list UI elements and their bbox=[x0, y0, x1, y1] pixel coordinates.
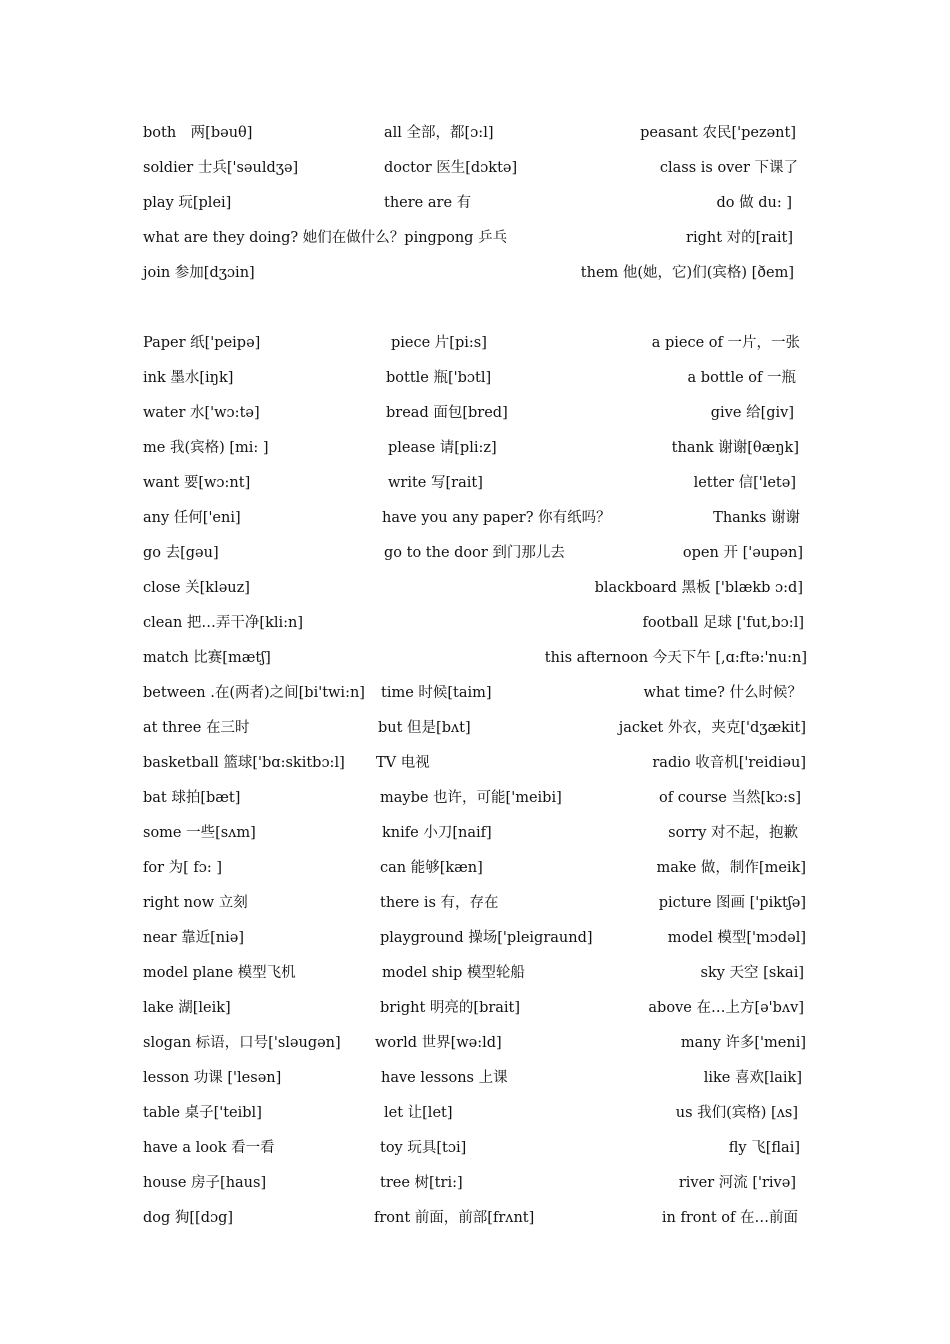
vocab-row bbox=[0, 927, 950, 949]
word-entry: go to the door 到门那儿去 bbox=[384, 545, 565, 561]
vocab-row bbox=[0, 787, 950, 809]
word-entry: peasant 农民['pezənt] bbox=[640, 125, 796, 141]
word-entry: bat 球拍[bæt] bbox=[143, 790, 241, 806]
vocab-row bbox=[0, 682, 950, 704]
word-entry: close 关[kləuz] bbox=[143, 580, 250, 596]
vocab-row bbox=[0, 1032, 950, 1054]
word-entry: football 足球 ['fut,bɔ:l] bbox=[642, 615, 804, 631]
word-entry: go 去[gəu] bbox=[143, 545, 219, 561]
word-entry: play 玩[plei] bbox=[143, 195, 232, 211]
word-entry: house 房子[haus] bbox=[143, 1175, 267, 1191]
vocab-row bbox=[0, 997, 950, 1019]
word-entry: toy 玩具[tɔi] bbox=[380, 1140, 467, 1156]
word-entry: piece 片[pi:s] bbox=[391, 335, 487, 351]
word-entry: have you any paper? 你有纸吗？ bbox=[382, 510, 611, 526]
vocab-row bbox=[0, 577, 950, 599]
vocab-row bbox=[0, 192, 950, 214]
word-entry: ink 墨水[iŋk] bbox=[143, 370, 234, 386]
word-entry: fly 飞[flai] bbox=[728, 1140, 800, 1156]
vocab-row bbox=[0, 892, 950, 914]
word-entry: them 他(她，它)们(宾格) [ðem] bbox=[580, 265, 794, 281]
vocab-row bbox=[0, 472, 950, 494]
vocab-row bbox=[0, 857, 950, 879]
word-entry: any 任何['eni] bbox=[143, 510, 241, 526]
word-entry: bright 明亮的[brait] bbox=[380, 1000, 521, 1016]
vocab-row bbox=[0, 962, 950, 984]
word-entry: doctor 医生[dɔktə] bbox=[384, 160, 518, 176]
word-entry: give 给[giv] bbox=[710, 405, 794, 421]
word-entry: dog 狗[[dɔg] bbox=[143, 1210, 234, 1226]
word-entry: but 但是[bʌt] bbox=[378, 720, 471, 736]
word-entry: us 我们(宾格) [ʌs] bbox=[675, 1105, 798, 1121]
word-entry: time 时候[taim] bbox=[381, 685, 492, 701]
word-entry: blackboard 黑板 ['blækb ɔ:d] bbox=[594, 580, 803, 596]
vocab-row bbox=[0, 1067, 950, 1089]
word-entry: basketball 篮球['bɑ:skitbɔ:l] bbox=[143, 755, 345, 771]
word-entry: what time? 什么时候？ bbox=[643, 685, 802, 701]
word-entry: there are 有 bbox=[384, 195, 472, 211]
vocab-row bbox=[0, 612, 950, 634]
vocab-row bbox=[0, 542, 950, 564]
word-entry: jacket 外衣，夹克['dʒækit] bbox=[618, 720, 806, 736]
word-entry: join 参加[dʒɔin] bbox=[143, 265, 255, 281]
vocab-row bbox=[0, 507, 950, 529]
vocab-row bbox=[0, 122, 950, 144]
word-entry: make 做，制作[meik] bbox=[656, 860, 806, 876]
word-entry: both 两[bəuθ] bbox=[143, 125, 253, 141]
word-entry: picture 图画 ['piktʃə] bbox=[658, 895, 806, 911]
word-entry: playground 操场['pleigraund] bbox=[380, 930, 593, 946]
word-entry: for 为[ fɔ: ] bbox=[143, 860, 223, 876]
word-entry: right now 立刻 bbox=[143, 895, 248, 911]
word-entry: slogan 标语，口号['sləugən] bbox=[143, 1035, 341, 1051]
word-entry: right 对的[rait] bbox=[686, 230, 793, 246]
word-entry: bottle 瓶['bɔtl] bbox=[386, 370, 492, 386]
word-entry: radio 收音机['reidiəu] bbox=[652, 755, 806, 771]
word-entry: clean 把…弄干净[kli:n] bbox=[143, 615, 304, 631]
word-entry: lake 湖[leik] bbox=[143, 1000, 231, 1016]
word-entry: many 许多['meni] bbox=[680, 1035, 806, 1051]
vocab-row bbox=[0, 367, 950, 389]
word-entry: like 喜欢[laik] bbox=[703, 1070, 802, 1086]
word-entry: river 河流 ['rivə] bbox=[678, 1175, 796, 1191]
vocab-row bbox=[0, 227, 950, 249]
vocab-row bbox=[0, 1102, 950, 1124]
word-entry: tree 树[tri:] bbox=[380, 1175, 463, 1191]
word-entry: world 世界[wə:ld] bbox=[375, 1035, 502, 1051]
word-entry: a bottle of 一瓶 bbox=[687, 370, 796, 386]
word-entry: open 开 ['əupən] bbox=[682, 545, 803, 561]
vocab-row bbox=[0, 157, 950, 179]
word-entry: letter 信['letə] bbox=[693, 475, 796, 491]
word-entry: in front of 在…前面 bbox=[661, 1210, 798, 1226]
word-entry: model 模型['mɔdəl] bbox=[667, 930, 806, 946]
word-entry: write 写[rait] bbox=[388, 475, 483, 491]
word-entry: please 请[pli:z] bbox=[388, 440, 497, 456]
vocab-row bbox=[0, 752, 950, 774]
word-entry: there is 有，存在 bbox=[380, 895, 499, 911]
word-entry: of course 当然[kɔ:s] bbox=[658, 790, 801, 806]
word-entry: model ship 模型轮船 bbox=[382, 965, 525, 981]
word-entry: thank 谢谢[θæŋk] bbox=[671, 440, 799, 456]
word-entry: near 靠近[niə] bbox=[143, 930, 244, 946]
word-entry: a piece of 一片，一张 bbox=[651, 335, 800, 351]
word-entry: have a look 看一看 bbox=[143, 1140, 275, 1156]
vocab-row bbox=[0, 717, 950, 739]
word-entry: sorry 对不起，抱歉 bbox=[668, 825, 798, 841]
word-entry: maybe 也许，可能['meibi] bbox=[380, 790, 562, 806]
vocab-row bbox=[0, 437, 950, 459]
word-entry: do 做 du: ] bbox=[716, 195, 792, 211]
vocab-row bbox=[0, 1172, 950, 1194]
word-entry: table 桌子['teibl] bbox=[143, 1105, 262, 1121]
vocab-row bbox=[0, 1137, 950, 1159]
word-entry: let 让[let] bbox=[384, 1105, 453, 1121]
word-entry: what are they doing? 她们在做什么？pingpong 乒乓 bbox=[143, 230, 508, 246]
word-entry: TV 电视 bbox=[376, 755, 430, 771]
word-entry: have lessons 上课 bbox=[381, 1070, 508, 1086]
word-entry: sky 天空 [skai] bbox=[700, 965, 804, 981]
word-entry: want 要[wɔ:nt] bbox=[143, 475, 251, 491]
vocab-row bbox=[0, 402, 950, 424]
word-entry: bread 面包[bred] bbox=[386, 405, 508, 421]
vocab-row bbox=[0, 332, 950, 354]
vocab-row bbox=[0, 262, 950, 284]
word-entry: soldier 士兵['səuldʒə] bbox=[143, 160, 299, 176]
word-entry: at three 在三时 bbox=[143, 720, 250, 736]
word-entry: lesson 功课 ['lesən] bbox=[143, 1070, 282, 1086]
word-entry: some 一些[sʌm] bbox=[143, 825, 256, 841]
word-entry: model plane 模型飞机 bbox=[143, 965, 296, 981]
word-entry: water 水['wɔ:tə] bbox=[143, 405, 260, 421]
word-entry: this afternoon 今天下午 [,ɑ:ftə:'nu:n] bbox=[544, 650, 807, 666]
word-entry: Thanks 谢谢 bbox=[713, 510, 800, 526]
word-entry: between .在(两者)之间[bi'twi:n] bbox=[143, 685, 365, 701]
word-entry: above 在…上方[ə'bʌv] bbox=[648, 1000, 804, 1016]
word-entry: can 能够[kæn] bbox=[380, 860, 483, 876]
word-entry: class is over 下课了 bbox=[659, 160, 798, 176]
word-entry: knife 小刀[naif] bbox=[382, 825, 492, 841]
vocab-row bbox=[0, 822, 950, 844]
word-entry: front 前面，前部[frʌnt] bbox=[374, 1210, 535, 1226]
word-entry: match 比赛[mætʃ] bbox=[143, 650, 271, 666]
vocab-row bbox=[0, 647, 950, 669]
word-entry: all 全部，都[ɔ:l] bbox=[384, 125, 494, 141]
word-entry: me 我(宾格) [mi: ] bbox=[143, 440, 269, 456]
vocab-row bbox=[0, 1207, 950, 1229]
word-entry: Paper 纸['peipə] bbox=[143, 335, 261, 351]
